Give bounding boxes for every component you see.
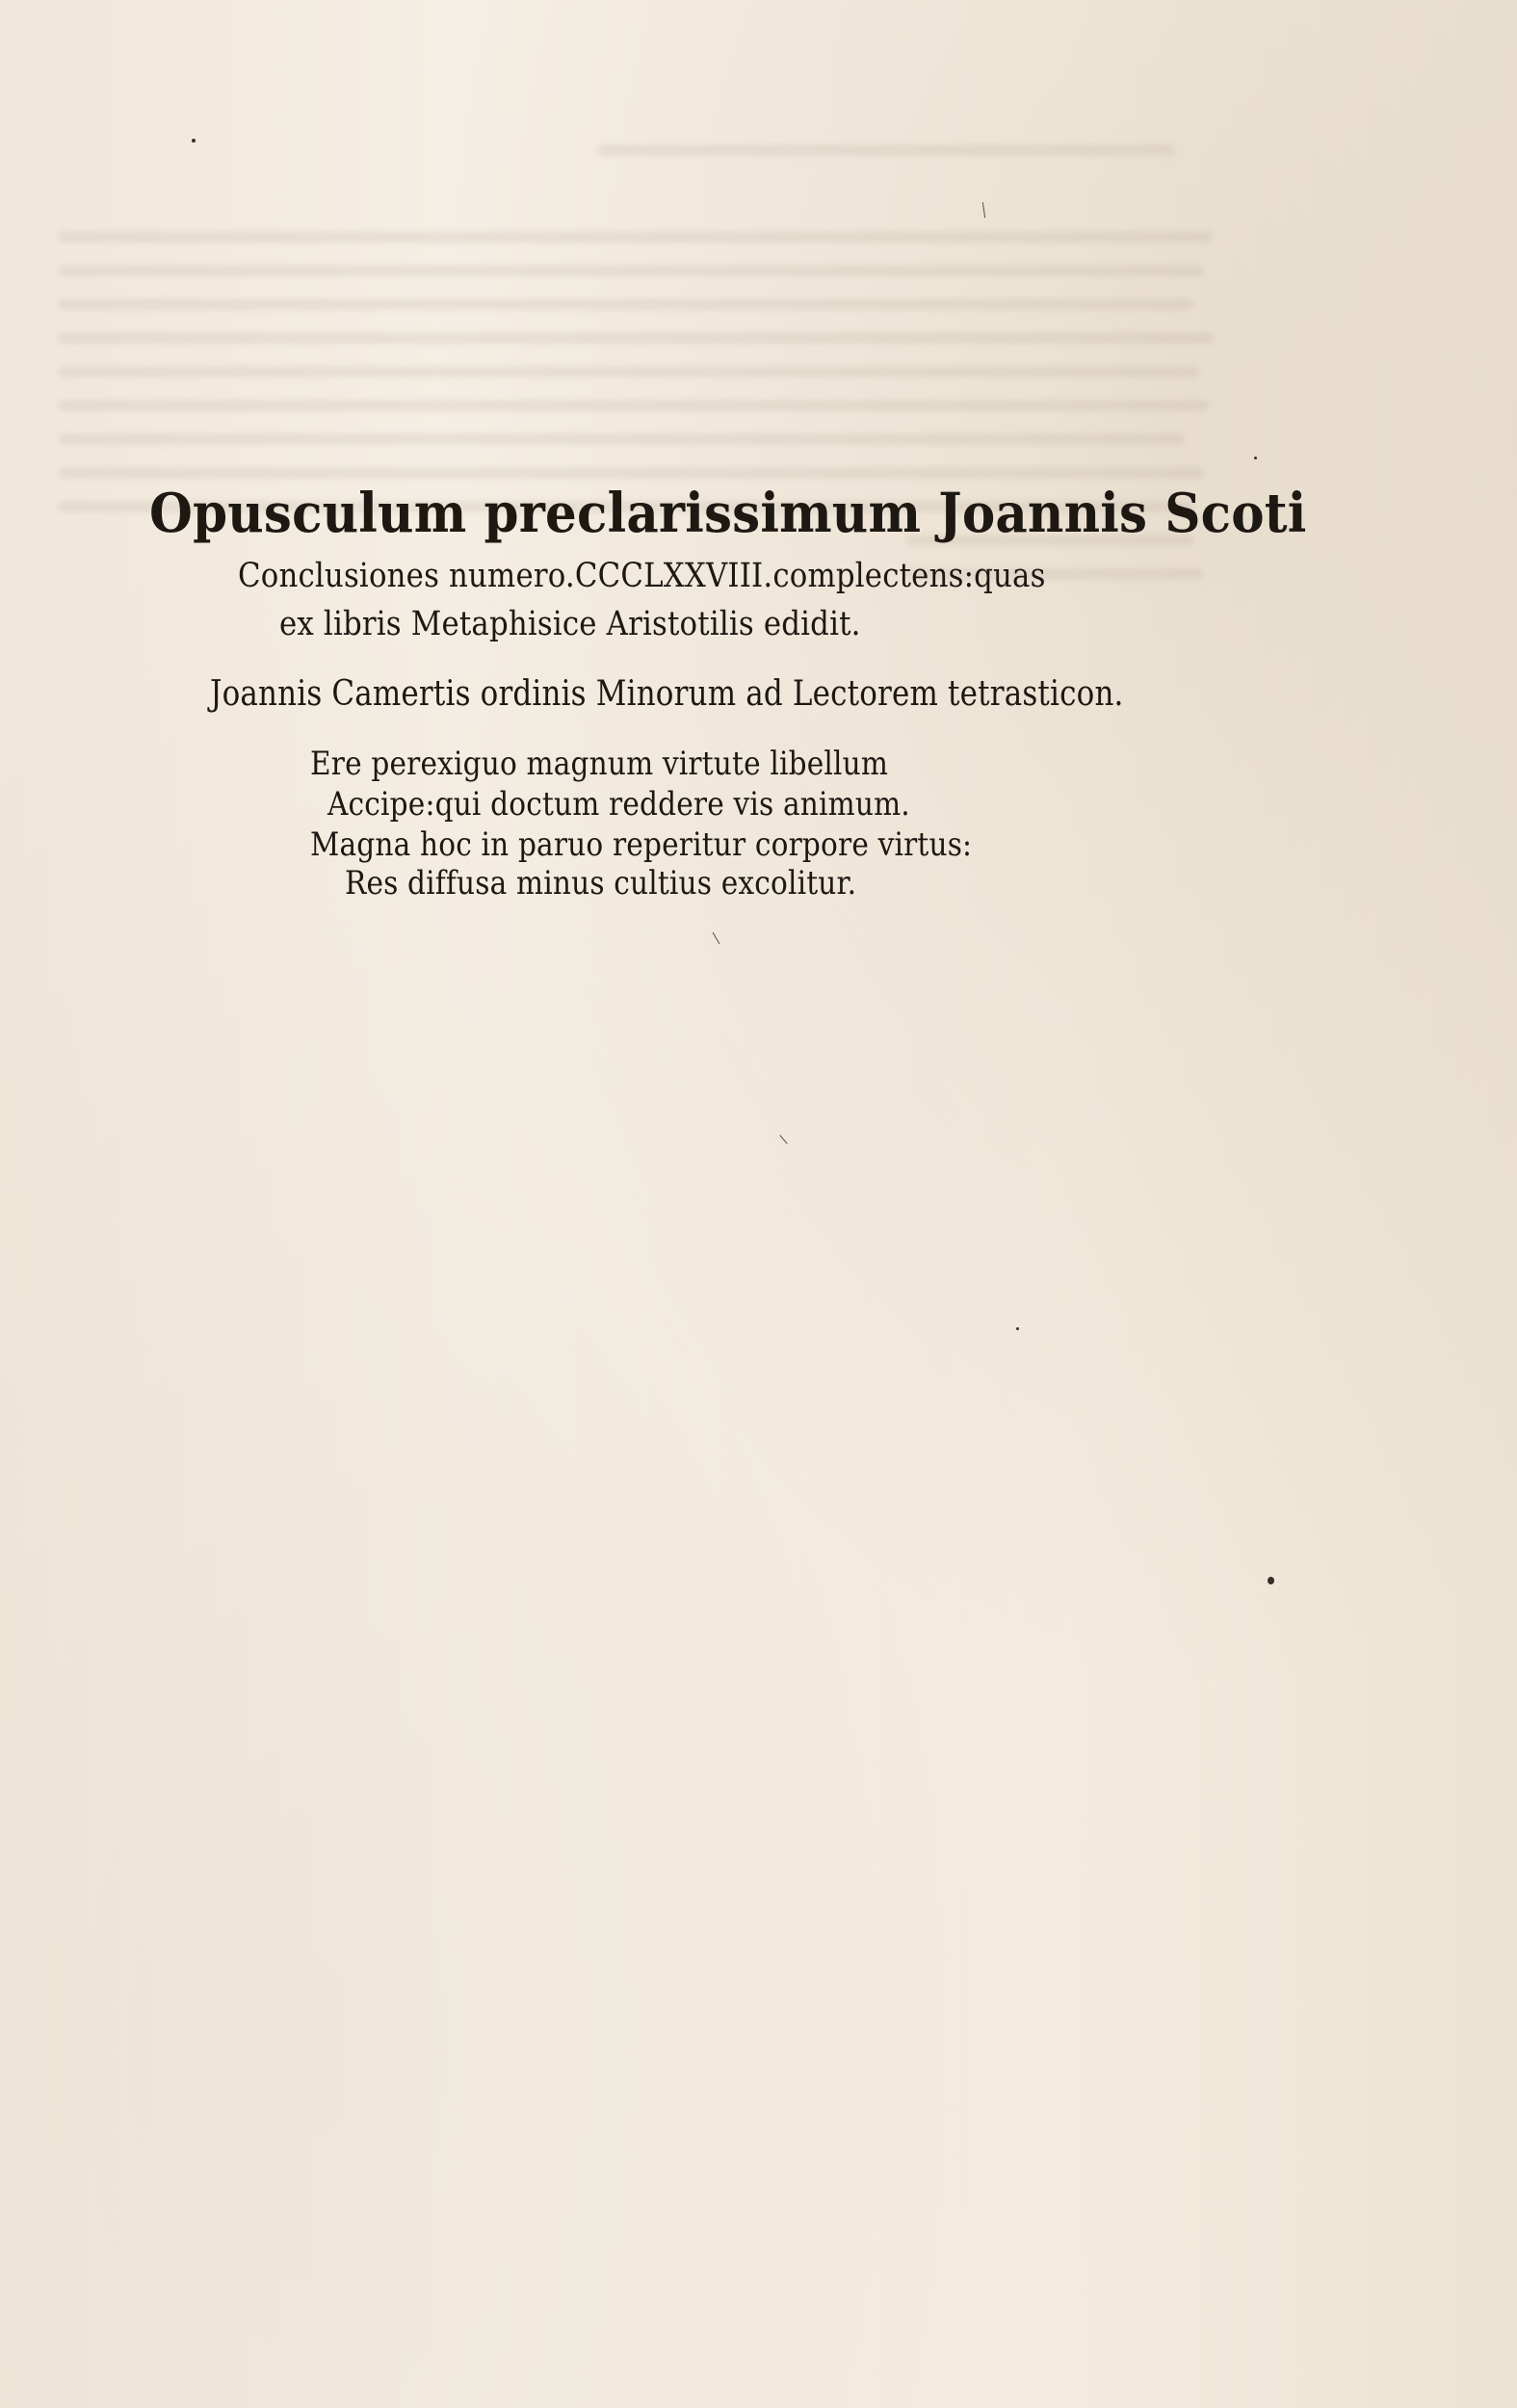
- verse-line-3: Magna hoc in paruo reperitur corpore virtus:: [310, 825, 973, 864]
- title-line-2: Conclusiones numero.CCCLXXVIII.complectens:quas: [238, 557, 1046, 595]
- ink-speck: [192, 139, 196, 143]
- title-line-1: Opusculum preclarissimum Joannis Scoti: [149, 482, 1307, 545]
- ink-speck: [1016, 1327, 1019, 1330]
- ink-speck: [1254, 457, 1257, 459]
- title-line-3: ex libris Metaphisice Aristotilis edidit.: [279, 605, 861, 643]
- verse-line-1: Ere perexiguo magnum virtute libellum: [310, 745, 889, 783]
- verse-line-2: Accipe:qui doctum reddere vis animum.: [327, 785, 910, 824]
- ink-speck: [1268, 1577, 1274, 1584]
- verse-line-4: Res diffusa minus cultius excolitur.: [345, 864, 857, 903]
- dedication-heading: Joannis Camertis ordinis Minorum ad Lectorem tetrasticon.: [210, 674, 1124, 714]
